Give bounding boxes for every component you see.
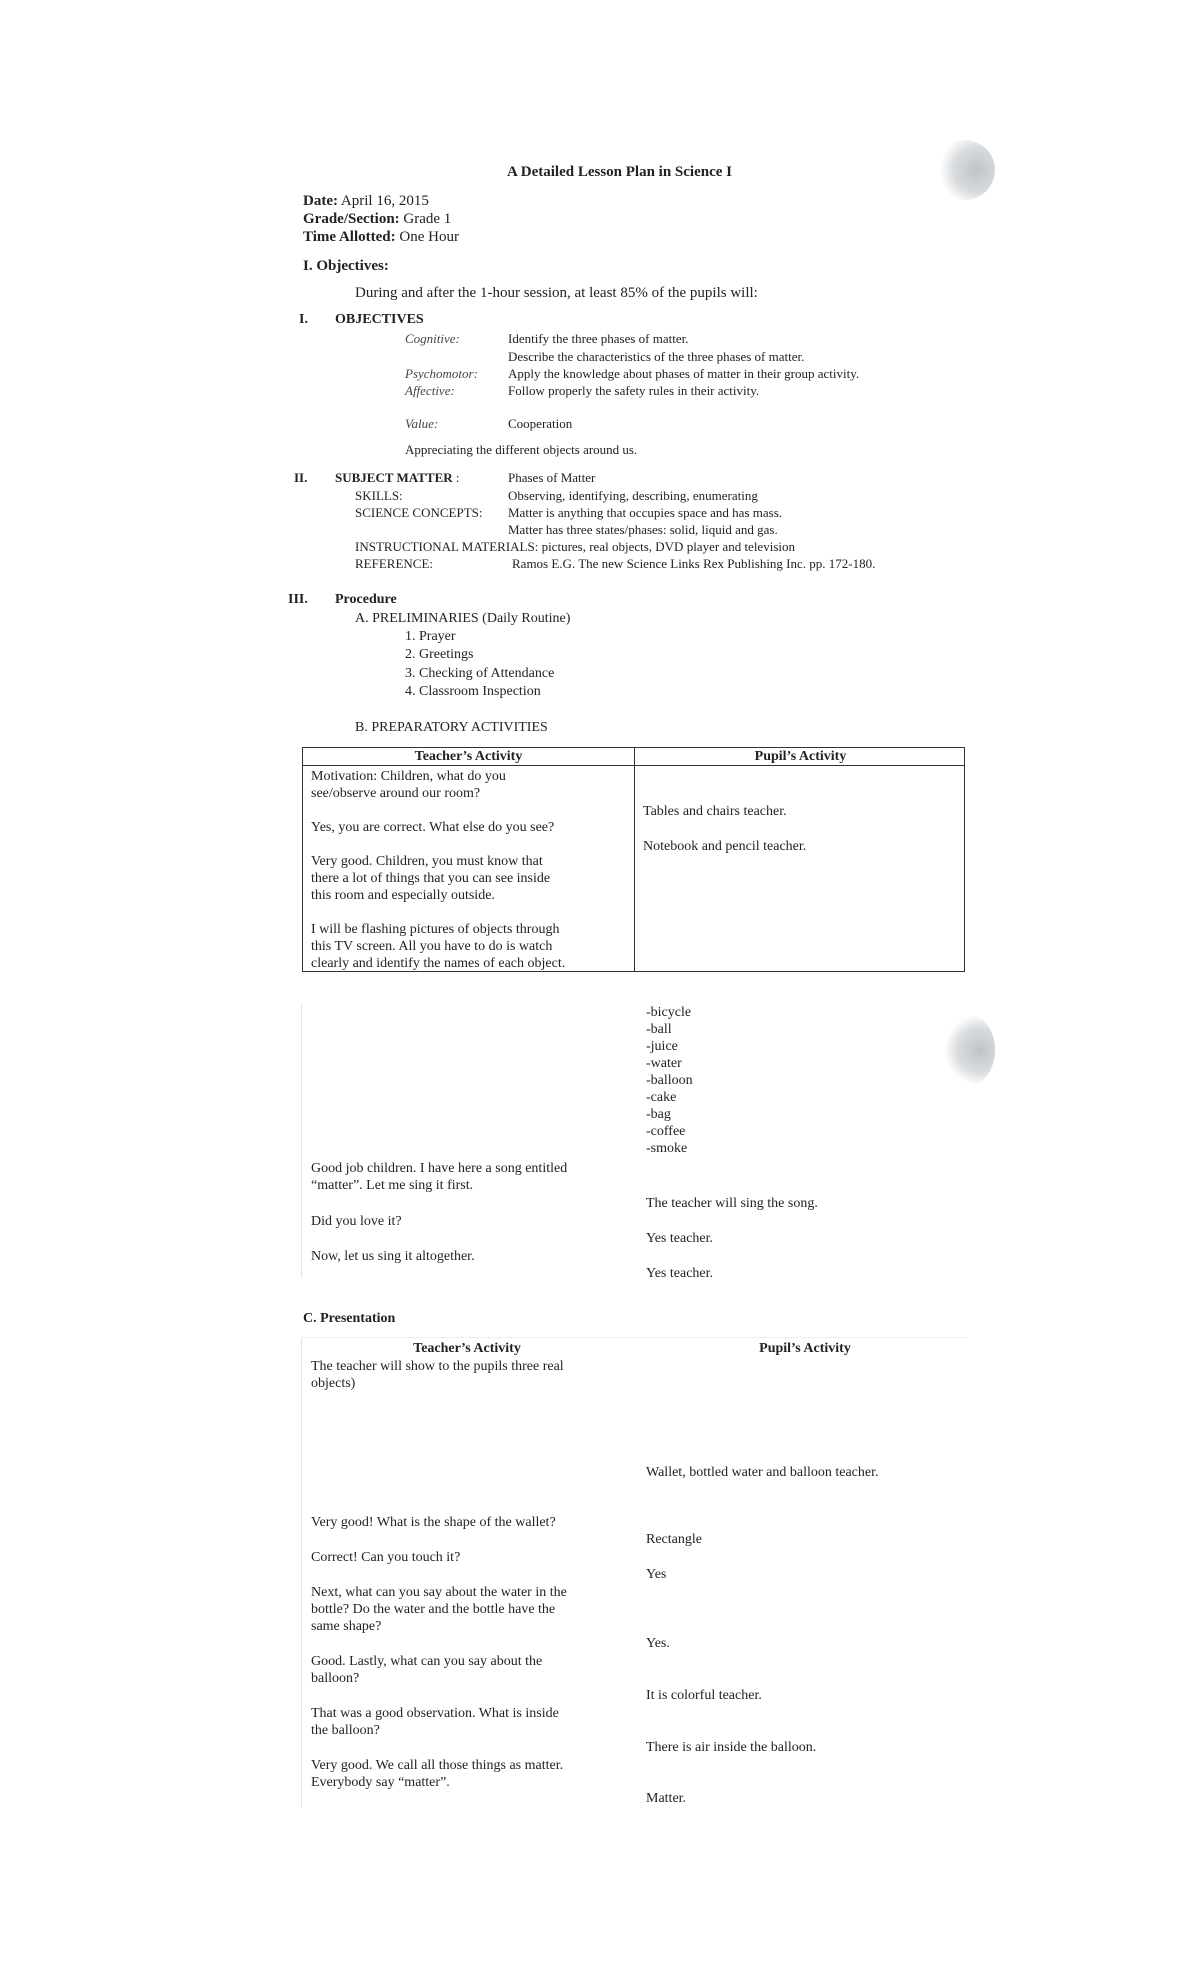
cognitive-1: Identify the three phases of matter. xyxy=(508,331,689,346)
time-line xyxy=(303,229,459,246)
pupil-colorful-answer: It is colorful teacher. xyxy=(646,1688,762,1703)
materials-text: INSTRUCTIONAL MATERIALS: pictures, real objects, DVD player and television xyxy=(355,539,795,554)
teacher-show-objects: The teacher will show to the pupils three real objects) xyxy=(311,1359,564,1391)
pupil-yes-answer: Yes xyxy=(646,1567,667,1582)
document-title: A Detailed Lesson Plan in Science I xyxy=(507,164,733,180)
presentation-heading: C. Presentation xyxy=(303,1311,396,1326)
value-text: Cooperation xyxy=(508,416,573,431)
concepts-label: SCIENCE CONCEPTS: xyxy=(355,505,483,520)
psychomotor-text: Apply the knowledge about phases of matter in their group activity. xyxy=(508,366,860,381)
reference-text: Ramos E.G. The new Science Links Rex Publishing Inc. pp. 172-180. xyxy=(512,556,876,571)
subject-matter-heading-line xyxy=(335,470,460,486)
cognitive-2: Describe the characteristics of the three phases of matter. xyxy=(508,349,805,364)
preparatory-table xyxy=(302,747,965,972)
pupil-yes-2: Yes teacher. xyxy=(646,1266,714,1281)
pupil-rectangle-answer: Rectangle xyxy=(646,1532,702,1547)
procedure-heading: Procedure xyxy=(335,592,397,607)
value-label: Value: xyxy=(405,416,439,431)
date-line xyxy=(303,193,429,210)
continuation-left-border xyxy=(301,1003,302,1278)
preparatory-heading: B. PREPARATORY ACTIVITIES xyxy=(355,720,548,735)
table-header-rule xyxy=(303,765,964,766)
objectives-heading: I. Objectives: xyxy=(303,258,389,274)
pupil-air-answer: There is air inside the balloon. xyxy=(646,1740,817,1755)
routine-item-3: 3. Checking of Attendance xyxy=(405,666,555,681)
presentation-pupil-header: Pupil’s Activity xyxy=(759,1341,851,1356)
routine-item-1: 1. Prayer xyxy=(405,629,456,644)
teacher-inside-question: That was a good observation. What is inside the balloon? xyxy=(311,1706,559,1738)
subject-matter-numeral: II. xyxy=(294,470,308,485)
teacher-song-text: Good job children. I have here a song entitled “matter”. Let me sing it first. xyxy=(311,1161,568,1193)
psychomotor-label: Psychomotor: xyxy=(405,366,478,381)
skills-text: Observing, identifying, describing, enumerating xyxy=(508,488,758,503)
affective-text: Follow properly the safety rules in their activity. xyxy=(508,383,760,398)
appreciating-text: Appreciating the different objects around us. xyxy=(405,442,638,457)
affective-label: Affective: xyxy=(405,383,455,398)
reference-label: REFERENCE: xyxy=(355,556,434,571)
teacher-activity-text: Motivation: Children, what do you see/observe around our room? Yes, you are correct. What else do you see? Very good. Children, you must know that there a lot of things that you can see inside this room and especially outside. I will be flashing pictures of objects through this TV screen. All you have to do is watch clearly and identify the names of each object. xyxy=(311,769,566,971)
pupil-objects-answer: Wallet, bottled water and balloon teacher. xyxy=(646,1465,879,1480)
subject-matter-heading: SUBJECT MATTER xyxy=(335,470,453,485)
skills-label: SKILLS: xyxy=(355,488,403,503)
presentation-teacher-header: Teacher’s Activity xyxy=(413,1341,521,1356)
teacher-love-text: Did you love it? xyxy=(311,1214,402,1229)
pupil-activity-header: Pupil’s Activity xyxy=(754,749,847,764)
table-divider xyxy=(634,748,635,971)
teacher-matter-text: Very good. We call all those things as matter. Everybody say “matter”. xyxy=(311,1758,564,1790)
date-label: Date: xyxy=(303,193,338,209)
subject-matter-topic: Phases of Matter xyxy=(508,470,596,485)
page-curl-top xyxy=(935,140,995,200)
teacher-activity-header: Teacher’s Activity xyxy=(414,749,523,764)
routine-item-2: 2. Greetings xyxy=(405,647,474,662)
concept-1: Matter is anything that occupies space and has mass. xyxy=(508,505,783,520)
objectives-intro: During and after the 1-hour session, at least 85% of the pupils will: xyxy=(355,285,758,301)
teacher-water-question: Next, what can you say about the water in the bottle? Do the water and the bottle have the same shape? xyxy=(311,1585,567,1634)
pupil-yes-answer-2: Yes. xyxy=(646,1636,670,1651)
grade-value: Grade 1 xyxy=(403,211,452,227)
teacher-touch-question: Correct! Can you touch it? xyxy=(311,1550,461,1565)
teacher-sing-text: Now, let us sing it altogether. xyxy=(311,1249,475,1264)
objectives-subheading: OBJECTIVES xyxy=(335,312,424,327)
page-curl-middle xyxy=(945,1015,995,1085)
grade-label: Grade/Section: xyxy=(303,211,400,227)
date-value: April 16, 2015 xyxy=(340,193,429,209)
pupil-matter-answer: Matter. xyxy=(646,1791,687,1806)
subject-matter-colon: : xyxy=(455,470,460,485)
time-label: Time Allotted: xyxy=(303,229,396,245)
pupil-song-text: The teacher will sing the song. xyxy=(646,1196,818,1211)
teacher-balloon-question: Good. Lastly, what can you say about the balloon? xyxy=(311,1654,543,1686)
cognitive-label: Cognitive: xyxy=(405,331,460,346)
time-value: One Hour xyxy=(399,229,459,245)
pupil-answer-1: Tables and chairs teacher. xyxy=(643,804,787,819)
presentation-left-border xyxy=(301,1337,302,1807)
routine-item-4: 4. Classroom Inspection xyxy=(405,684,541,699)
object-list: -bicycle -ball -juice -water -balloon -cake -bag -coffee -smoke xyxy=(646,1005,693,1156)
procedure-numeral: III. xyxy=(288,592,308,607)
grade-line xyxy=(303,211,451,228)
pupil-answer-2: Notebook and pencil teacher. xyxy=(643,839,807,854)
presentation-top-border xyxy=(301,1337,967,1338)
concept-2: Matter has three states/phases: solid, liquid and gas. xyxy=(508,522,778,537)
preliminaries-heading: A. PRELIMINARIES (Daily Routine) xyxy=(355,611,571,626)
teacher-shape-question: Very good! What is the shape of the wallet? xyxy=(311,1515,556,1530)
pupil-yes-1: Yes teacher. xyxy=(646,1231,714,1246)
objectives-numeral: I. xyxy=(299,312,308,327)
